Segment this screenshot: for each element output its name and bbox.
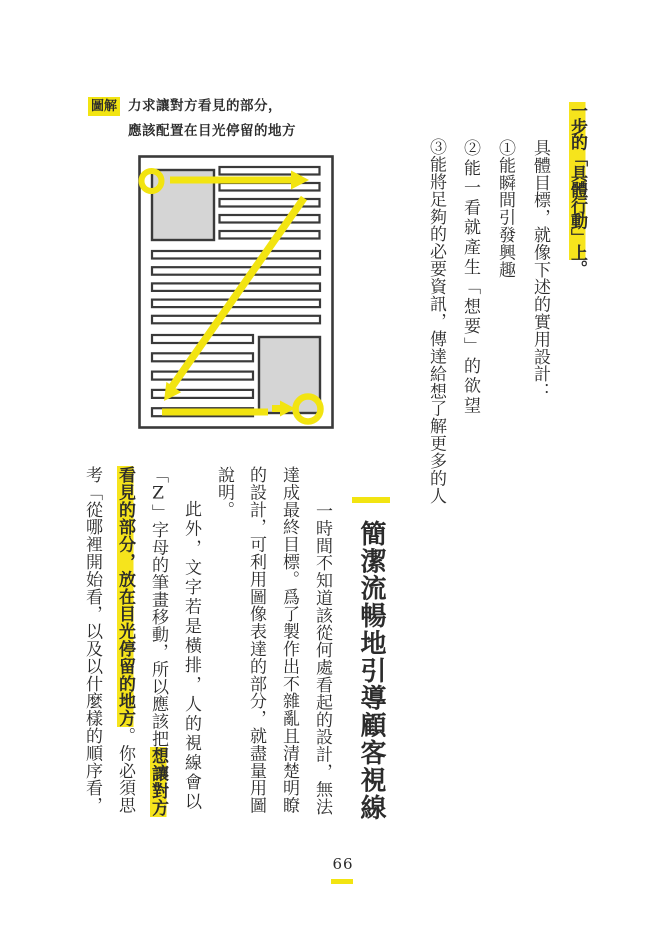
body-column-7 bbox=[116, 466, 133, 814]
image-placeholder-bottom-right bbox=[259, 337, 320, 413]
body-column-3: 的設計，可利用圖像表達的部分，就盡量用圖 bbox=[246, 466, 266, 814]
intro-highlight: 一步的「具體行動」上 bbox=[567, 102, 587, 261]
text-line bbox=[152, 316, 320, 324]
text-line bbox=[152, 251, 320, 259]
body-col7-tail: 。你必須思 bbox=[115, 727, 135, 814]
body-col6-pre: 「 bbox=[148, 466, 168, 484]
intro-col1-tail: 。 bbox=[567, 260, 587, 276]
body-column-1: 一時間不知道該從何處看起的設計，無法 bbox=[312, 502, 332, 816]
intro-list-item-1: ①能瞬間引發興趣 bbox=[495, 139, 515, 279]
intro-column-1 bbox=[568, 102, 585, 276]
body-col7-highlight: 看見的部分，放在目光停留的地方 bbox=[115, 466, 135, 727]
page-number: 66 bbox=[332, 855, 354, 873]
figure-caption-line1: 力求讓對方看見的部分， bbox=[128, 98, 282, 114]
body-column-2: 達成最終目標。爲了製作出不雜亂且清楚明瞭 bbox=[279, 466, 299, 814]
body-column-8: 考「從哪裡開始看，以及以什麼樣的順序看， bbox=[82, 466, 102, 814]
body-column-5: 此外，文字若是橫排，人的視線會以 bbox=[181, 500, 201, 812]
section-heading-bar bbox=[352, 497, 390, 503]
intro-list-item-3: ③能將足夠的必要資訊，傳達給想了解更多的人 bbox=[426, 138, 446, 505]
text-line bbox=[152, 353, 253, 361]
figure-badge: 圖解 bbox=[88, 97, 120, 116]
page-number-underline bbox=[331, 879, 353, 884]
body-col6-highlight: 想讓對方 bbox=[148, 747, 168, 818]
letter-z: Z bbox=[148, 483, 168, 504]
text-line bbox=[220, 167, 320, 175]
body-column-6 bbox=[149, 466, 166, 817]
body-col6-mid: 」字母的筆畫移動，所以應該把 bbox=[148, 503, 168, 748]
text-line bbox=[220, 183, 320, 191]
text-line bbox=[152, 267, 320, 275]
intro-column-2: 具體目標，就像下述的實用設計： bbox=[530, 139, 550, 400]
text-line bbox=[220, 231, 320, 239]
section-heading: 簡潔流暢地引導顧客視線 bbox=[356, 520, 386, 822]
text-line bbox=[220, 215, 320, 223]
figure-caption-line2: 應該配置在目光停留的地方 bbox=[128, 123, 296, 139]
layout-diagram bbox=[138, 155, 334, 429]
text-line bbox=[152, 372, 253, 380]
intro-list-item-2: ②能一看就產生「想要」的欲望 bbox=[460, 139, 480, 417]
figure-caption bbox=[128, 94, 296, 144]
body-column-4: 說明。 bbox=[214, 466, 234, 519]
